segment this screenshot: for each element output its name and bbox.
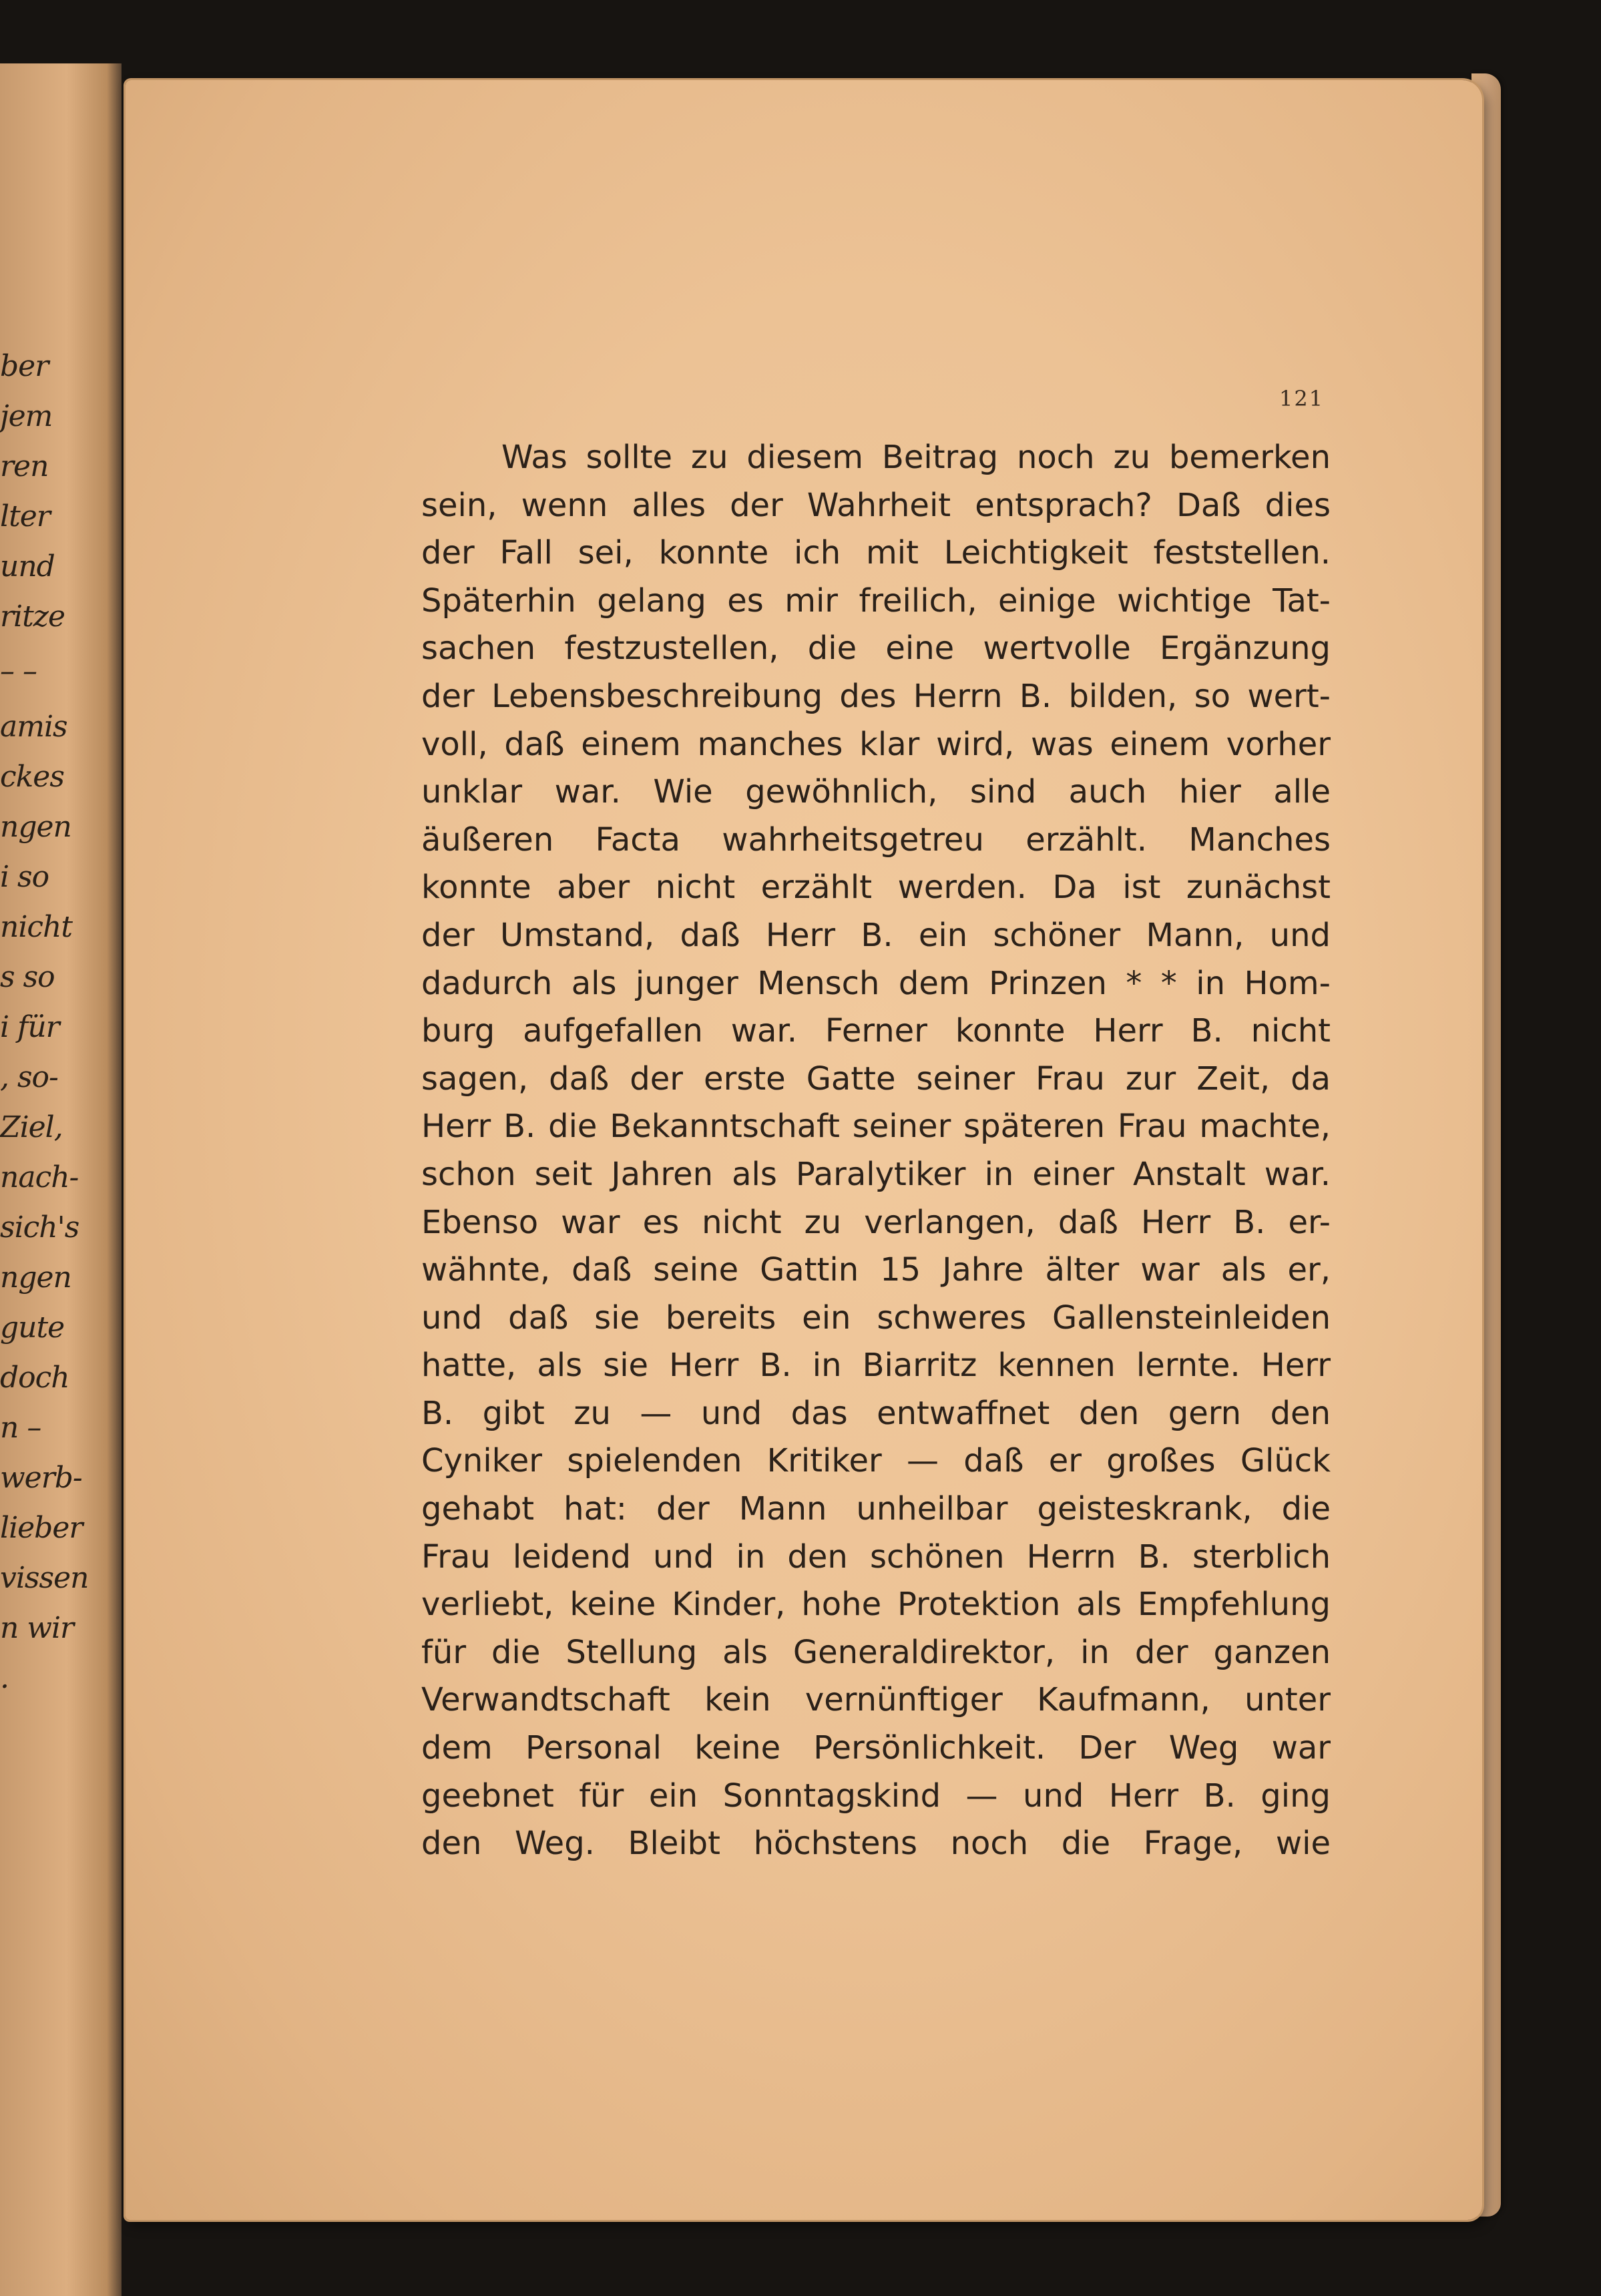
text-line: unklar war. Wie gewöhnlich, sind auch hier alle: [421, 773, 1331, 811]
text-line: Ebenso war es nicht zu verlangen, daß Herr B. er-: [421, 1203, 1331, 1241]
left-fragment: sich's: [0, 1210, 79, 1244]
text-line: äußeren Facta wahrheitsgetreu erzählt. Manches: [421, 821, 1331, 859]
left-fragment: s so: [0, 960, 55, 994]
text-line: Späterhin gelang es mir freilich, einige wichtige Tat-: [421, 582, 1331, 620]
text-line: Frau leidend und in den schönen Herrn B. sterblich: [421, 1538, 1331, 1576]
text-line: sachen festzustellen, die eine wertvolle Ergänzung: [421, 630, 1331, 668]
left-fragment: n –: [0, 1411, 41, 1445]
left-fragment: i für: [0, 1010, 59, 1044]
left-fragment: nach-: [0, 1160, 79, 1194]
left-fragment: ritze: [0, 600, 65, 634]
text-line: Cyniker spielenden Kritiker — daß er großes Glück: [421, 1442, 1331, 1480]
left-fragment: lter: [0, 499, 50, 533]
text-line: wähnte, daß seine Gattin 15 Jahre älter war als er,: [421, 1251, 1331, 1289]
left-page-edge: [0, 63, 122, 2296]
left-fragment: i so: [0, 860, 49, 894]
text-line: der Fall sei, konnte ich mit Leichtigkeit feststellen.: [421, 534, 1331, 572]
text-line: der Umstand, daß Herr B. ein schöner Mann, und: [421, 916, 1331, 954]
left-page-fragments: [0, 63, 122, 2296]
text-line: dem Personal keine Persönlichkeit. Der Weg war: [421, 1729, 1331, 1767]
page-number: 121: [1279, 386, 1325, 411]
left-fragment: .: [0, 1661, 9, 1695]
text-line: sein, wenn alles der Wahrheit entsprach? Daß dies: [421, 486, 1331, 524]
text-line: hatte, als sie Herr B. in Biarritz kennen lernte. Herr: [421, 1347, 1331, 1385]
text-line: B. gibt zu — und das entwaffnet den gern den: [421, 1394, 1331, 1432]
left-fragment: nicht: [0, 910, 73, 944]
left-fragment: amis: [0, 710, 67, 744]
left-fragment: n wir: [0, 1611, 74, 1645]
left-fragment: ngen: [0, 1260, 71, 1295]
left-fragment: ber: [0, 349, 49, 383]
text-line: Verwandtschaft kein vernünftiger Kaufmann, unter: [421, 1681, 1331, 1719]
left-fragment: und: [0, 549, 55, 584]
left-fragment: , so-: [0, 1060, 58, 1094]
left-fragment: vissen: [0, 1561, 89, 1595]
left-fragment: jem: [0, 399, 53, 433]
text-line: schon seit Jahren als Paralytiker in einer Anstalt war.: [421, 1155, 1331, 1193]
text-line: Was sollte zu diesem Beitrag noch zu bemerken: [501, 439, 1331, 476]
text-line: burg aufgefallen war. Ferner konnte Herr B. nicht: [421, 1012, 1331, 1050]
right-page: [126, 80, 1482, 2220]
body-text: [421, 434, 1331, 1868]
text-line: für die Stellung als Generaldirektor, in der ganzen: [421, 1633, 1331, 1671]
text-line: voll, daß einem manches klar wird, was einem vorher: [421, 725, 1331, 763]
text-line: den Weg. Bleibt höchstens noch die Frage, wie: [421, 1825, 1331, 1863]
text-line: und daß sie bereits ein schweres Gallensteinleiden: [421, 1299, 1331, 1337]
left-fragment: doch: [0, 1361, 69, 1395]
left-fragment: ren: [0, 449, 49, 483]
left-fragment: werb-: [0, 1461, 82, 1495]
text-line: verliebt, keine Kinder, hohe Protektion als Empfehlung: [421, 1586, 1331, 1624]
left-fragment: lieber: [0, 1511, 83, 1545]
text-line: dadurch als junger Mensch dem Prinzen * * in Hom-: [421, 964, 1331, 1002]
text-line: konnte aber nicht erzählt werden. Da ist zunächst: [421, 869, 1331, 907]
text-line: gehabt hat: der Mann unheilbar geisteskrank, die: [421, 1490, 1331, 1528]
left-fragment: ngen: [0, 810, 71, 844]
left-fragment: Ziel,: [0, 1110, 63, 1144]
left-fragment: – –: [0, 654, 37, 688]
text-line: sagen, daß der erste Gatte seiner Frau zur Zeit, da: [421, 1060, 1331, 1098]
text-line: der Lebensbeschreibung des Herrn B. bilden, so wert-: [421, 677, 1331, 715]
text-line: geebnet für ein Sonntagskind — und Herr B. ging: [421, 1777, 1331, 1815]
left-fragment: gute: [0, 1311, 65, 1345]
text-line: Herr B. die Bekanntschaft seiner späteren Frau machte,: [421, 1108, 1331, 1146]
left-fragment: ckes: [0, 760, 64, 794]
